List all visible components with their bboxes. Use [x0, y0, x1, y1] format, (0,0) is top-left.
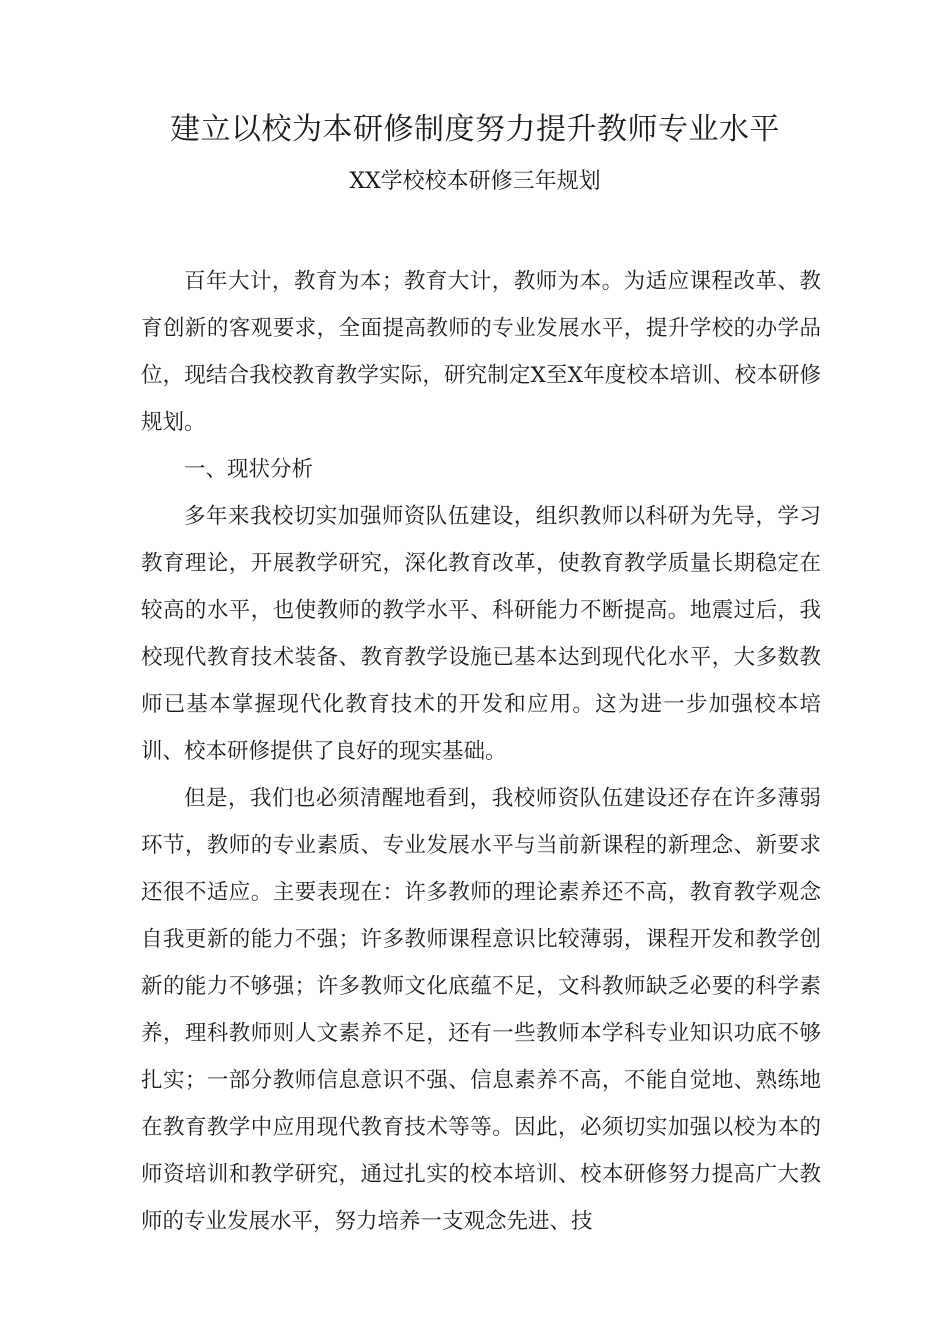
section-heading-status-analysis: 一、现状分析 — [184, 457, 314, 482]
paragraph-intro: 百年大计，教育为本；教育大计，教师为本。为适应课程改革、教育创新的客观要求，全面提高教师的专业发展水平，提升学校的办学品位，现结合我校教育教学实际，研究制定X至X年度校本培训、校本研修规划。 — [141, 269, 821, 435]
document-subtitle: XX学校校本研修三年规划 — [349, 169, 601, 194]
document-title: 建立以校为本研修制度努力提升教师专业水平 — [170, 112, 780, 147]
paragraph-achievements: 多年来我校切实加强师资队伍建设，组织教师以科研为先导，学习教育理论，开展教学研究，深化教育改革，使教育教学质量长期稳定在较高的水平，也使教师的教学水平、科研能力不断提高。地震过后，我校现代教育技术装备、教育教学设施已基本达到现代化水平，大多数教师已基本掌握现代化教育技术的开发和应用。这为进一步加强校本培训、校本研修提供了良好的现实基础。 — [141, 504, 821, 764]
document-body — [141, 258, 821, 1245]
paragraph-weaknesses: 但是，我们也必须清醒地看到，我校师资队伍建设还存在许多薄弱环节，教师的专业素质、专业发展水平与当前新课程的新理念、新要求还很不适应。主要表现在：许多教师的理论素养还不高，教育教学观念自我更新的能力不强；许多教师课程意识比较薄弱，课程开发和教学创新的能力不够强；许多教师文化底蕴不足，文科教师缺乏必要的科学素养，理科教师则人文素养不足，还有一些教师本学科专业知识功底不够扎实；一部分教师信息意识不强、信息素养不高，不能自觉地、熟练地在教育教学中应用现代教育技术等等。因此，必须切实加强以校为本的师资培训和教学研究，通过扎实的校本培训、校本研修努力提高广大教师的专业发展水平，努力培养一支观念先进、技 — [141, 786, 821, 1234]
